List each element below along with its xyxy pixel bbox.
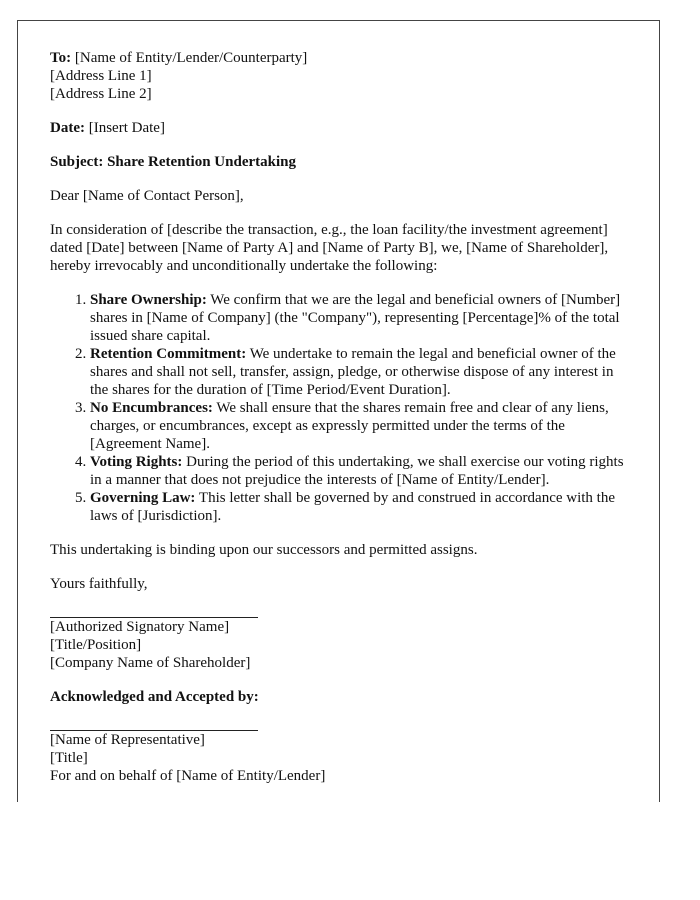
list-item — [90, 399, 635, 453]
address-line-2: [Address Line 2] — [50, 86, 152, 102]
to-label: To: — [50, 50, 72, 66]
acknowledged-heading — [50, 688, 635, 706]
list-item — [90, 489, 635, 525]
item-title: No Encumbrances: — [90, 400, 213, 416]
signatory-company: [Company Name of Shareholder] — [50, 655, 251, 671]
list-item — [90, 345, 635, 399]
item-text: We confirm that we are the legal and beneficial owners of [Number] shares in [Name of Company] (the "Company"), representing [Percentage]% of the total issued share capital. — [90, 292, 621, 344]
recipient-block — [50, 49, 635, 103]
signatory-name: [Authorized Signatory Name] — [50, 619, 230, 635]
closing: Yours faithfully, — [50, 576, 148, 592]
item-title: Retention Commitment: — [90, 346, 247, 362]
recipient-name: [Name of Entity/Lender/Counterparty] — [71, 50, 308, 66]
representative-title: [Title] — [50, 750, 88, 766]
address-line-1: [Address Line 1] — [50, 68, 152, 84]
binding-statement: This undertaking is binding upon our successors and permitted assigns. — [50, 542, 478, 558]
item-title: Share Ownership: — [90, 292, 207, 308]
subject-text: Subject: Share Retention Undertaking — [50, 154, 296, 170]
letter-content — [50, 49, 635, 785]
date-label: Date: — [50, 120, 85, 136]
item-text: During the period of this undertaking, we shall exercise our voting rights in a manner that does not prejudice the interests of [Name of Entity/Lender]. — [90, 454, 624, 488]
salutation: Dear [Name of Contact Person], — [50, 188, 244, 204]
subject-line — [50, 153, 635, 171]
item-title: Governing Law: — [90, 490, 196, 506]
list-item — [90, 453, 635, 489]
intro-paragraph: In consideration of [describe the transaction, e.g., the loan facility/the investment agreement] dated [Date] between [Name of Party A] and [Name of Party B], we, [Name of Shareholder], hereby irrevocably and unconditionally undertake the following: — [50, 222, 609, 274]
letter-page — [17, 20, 660, 802]
representative-name: [Name of Representative] — [50, 732, 205, 748]
item-text: We undertake to remain the legal and beneficial owner of the shares and shall not sell, transfer, assign, pledge, or otherwise dispose of any interest in the shares for the duration of [Time Period/Event Duration]. — [90, 346, 616, 398]
date-value: [Insert Date] — [84, 120, 165, 136]
recipient-line — [50, 49, 635, 67]
item-text: This letter shall be governed by and construed in accordance with the laws of [Jurisdiction]. — [90, 490, 616, 524]
signatory-title: [Title/Position] — [50, 637, 142, 653]
item-title: Voting Rights: — [90, 454, 183, 470]
acknowledged-heading-text: Acknowledged and Accepted by: — [50, 689, 259, 705]
date-line — [50, 119, 635, 137]
list-item — [90, 291, 635, 345]
representative-behalf: For and on behalf of [Name of Entity/Lender] — [50, 768, 326, 784]
item-text: We shall ensure that the shares remain free and clear of any liens, charges, or encumbrances, except as expressly permitted under the terms of the [Agreement Name]. — [90, 400, 609, 452]
representative-block — [50, 731, 635, 785]
signatory-block — [50, 618, 635, 672]
undertaking-list — [50, 291, 635, 525]
